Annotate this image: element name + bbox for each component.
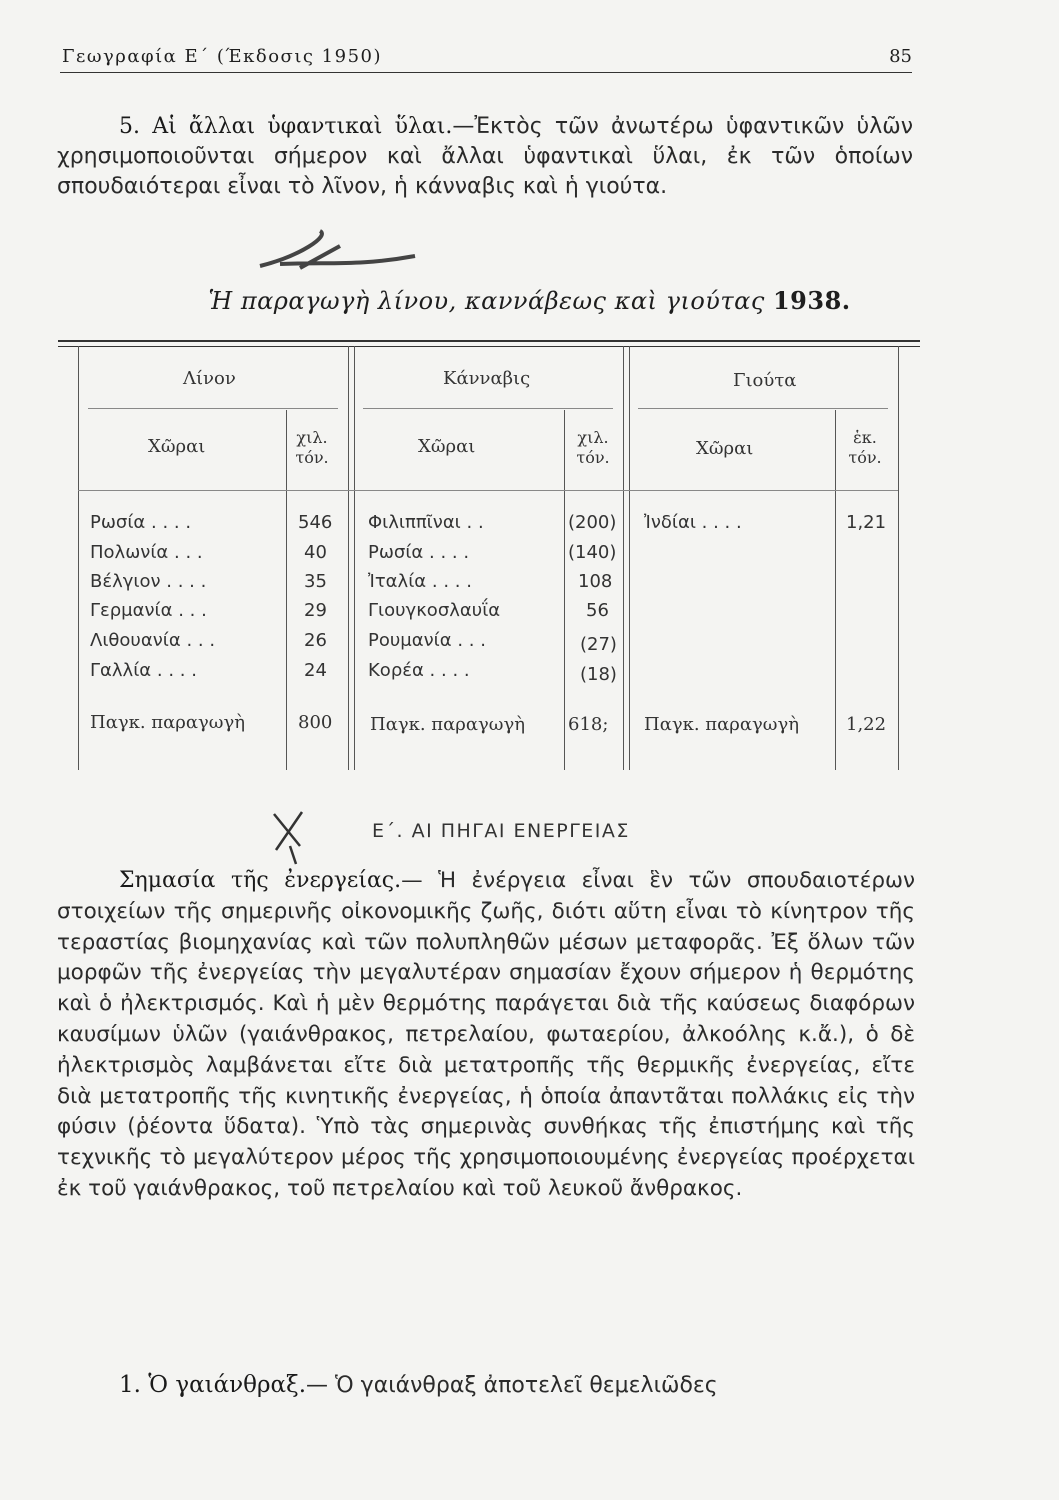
section-e-heading: Ε΄. ΑΙ ΠΗΓΑΙ ΕΝΕΡΓΕΙΑΣ	[372, 820, 630, 842]
col-unit-linen-2: τόν.	[295, 448, 329, 467]
coal-lead: 1. Ὁ γαιάνθραξ.	[119, 1372, 307, 1398]
col-unit-linen-1: χιλ.	[296, 428, 328, 447]
col-unit-hemp	[568, 428, 618, 468]
group-divider-1b	[354, 346, 355, 770]
coal-paragraph	[57, 1372, 915, 1398]
table-title	[0, 286, 1059, 315]
section-5-heading: 5. Αἱ ἄλλαι ὑφαντικαὶ ὕλαι.	[119, 114, 453, 139]
page-number: 85	[889, 46, 912, 67]
linen-row-value: 26	[304, 630, 327, 651]
group-rule-1	[88, 408, 338, 409]
hemp-row-country: Γιουγκοσλαυΐα	[368, 600, 501, 621]
energy-lead: Σημασία τῆς ἐνεργείας.	[119, 868, 402, 893]
coal-text: — Ὁ γαιάνθραξ ἀποτελεῖ θεμελιῶδες	[306, 1373, 718, 1398]
energy-text: — Ἡ ἐνέργεια εἶναι ἓν τῶν σπουδαιοτέρων στοιχείων τῆς σημερινῆς οἰκονομικῆς ζωῆς, διότι αὕτη εἶναι τὸ κίνητρον τῆς τεραστίας βιομηχανίας καὶ τῶν πολυπληθῶν μέσων μεταφορᾶς. Ἐξ ὅλων τῶν μορφῶν τῆς ἐνεργείας τὴν μεγαλυτέραν σημασίαν ἔχουν σήμερον ἡ θερμότης καὶ ὁ ἠλεκτρισμός. Καὶ ἡ μὲν θερμότης παράγεται διὰ τῆς καύσεως διαφόρων καυσίμων ὑλῶν (γαιάνθρακος, πετρελαίου, φωταερίου, ἀλκοόλης κ.ἄ.), ὁ δὲ ἠλεκτρισμὸς λαμβάνεται εἴτε διὰ μετατροπῆς τῆς θερμικῆς ἐνεργείας, εἴτε διὰ μετατροπῆς τῆς κινητικῆς ἐνεργείας, ἡ ὁποία ἀπαντᾶται πολλάκις εἰς τὴν φύσιν (ῥέοντα ὕδατα). Ὑπὸ τὰς σημερινὰς συνθήκας τῆς ἐπιστήμης καὶ τῆς τεχνικῆς τὸ μεγαλύτερον μέρος τῆς χρησιμοποιουμένης ἐνεργείας προέρχεται ἐκ τοῦ γαιάνθρακος, τοῦ πετρελαίου καὶ τοῦ λευκοῦ ἄνθρακος.	[57, 868, 916, 1201]
group-rule-3	[638, 408, 888, 409]
section-5-text: —Ἐκτὸς τῶν ἀνωτέρω ὑφαντικῶν ὑλῶν χρησιμοποιοῦνται σήμερον καὶ ἄλλαι ὑφαντικαὶ ὕλαι, ἐκ τῶν ὁποίων σπουδαιότεραι εἶναι τὸ λῖνον, ἡ κάνναβις καὶ ἡ γιούτα.	[57, 114, 913, 199]
hemp-row-country: Ἰταλία . . . .	[368, 571, 472, 592]
unit-divider-1	[286, 410, 287, 770]
linen-row-country: Λιθουανία . . .	[90, 630, 216, 651]
hemp-row-value: 56	[586, 600, 609, 621]
hemp-row-value: (200)	[568, 512, 617, 533]
group-divider-1	[348, 346, 349, 770]
hemp-row-country: Ρουμανία . . .	[368, 630, 486, 651]
linen-row-country: Γαλλία . . . .	[90, 660, 197, 681]
hemp-total-label: Παγκ. παραγωγὴ	[370, 714, 526, 735]
jute-row-value: 1,21	[846, 512, 887, 533]
hemp-row-country: Κορέα . . . .	[368, 660, 470, 681]
hemp-row-value: (27)	[580, 634, 617, 655]
col-countries-jute: Χῶραι	[696, 438, 754, 459]
linen-row-country: Βέλγιον . . . .	[90, 571, 207, 592]
hemp-row-country: Φιλιππῖναι . .	[368, 512, 484, 533]
linen-row-value: 29	[304, 600, 327, 621]
running-title: Γεωγραφία Ε΄ (Έκδοσις 1950)	[62, 46, 383, 67]
linen-row-country: Πολωνία . . .	[90, 542, 203, 563]
hemp-row-value: (18)	[580, 664, 617, 685]
pen-x-mark	[268, 806, 308, 866]
table-top-rule	[58, 340, 920, 342]
linen-row-country: Γερμανία . . .	[90, 600, 207, 621]
group-rule-2	[363, 408, 613, 409]
linen-row-value: 40	[304, 542, 327, 563]
hemp-row-value: 108	[578, 571, 613, 592]
unit-divider-2	[564, 410, 565, 770]
col-unit-hemp-2: τόν.	[576, 448, 610, 467]
jute-total-label: Παγκ. παραγωγὴ	[644, 714, 800, 735]
pen-scribble-mark	[240, 226, 420, 276]
group-header-jute: Γιούτα	[733, 370, 797, 391]
group-header-linen: Λίνον	[183, 368, 236, 389]
production-table	[78, 340, 898, 770]
table-title-year: 1938.	[772, 286, 851, 315]
hemp-row-country: Ρωσία . . . .	[368, 542, 470, 563]
col-unit-hemp-1: χιλ.	[577, 428, 609, 447]
group-divider-2b	[629, 346, 630, 770]
linen-row-value: 24	[304, 660, 327, 681]
linen-total-label: Παγκ. παραγωγὴ	[90, 712, 246, 733]
table-border-left	[78, 346, 79, 770]
col-countries-linen: Χῶραι	[148, 436, 206, 457]
col-unit-jute	[840, 428, 890, 468]
page-header	[60, 46, 912, 73]
section-5-paragraph	[57, 112, 913, 202]
col-unit-linen	[292, 428, 332, 468]
group-header-hemp: Κάνναβις	[443, 368, 531, 389]
table-top-rule-thin	[58, 346, 920, 347]
header-rule	[78, 490, 898, 491]
energy-paragraph	[57, 866, 915, 1205]
linen-row-value: 35	[304, 571, 327, 592]
linen-total-value: 800	[298, 712, 333, 733]
linen-row-country: Ρωσία . . . .	[90, 512, 192, 533]
jute-row-country: Ἰνδίαι . . . .	[644, 512, 742, 533]
hemp-row-value: (140)	[568, 542, 617, 563]
col-unit-jute-1: ἑκ.	[853, 428, 877, 447]
col-unit-jute-2: τόν.	[848, 448, 882, 467]
table-border-right	[898, 346, 899, 770]
group-divider-2	[623, 346, 624, 770]
jute-total-value: 1,22	[846, 714, 887, 735]
hemp-total-value: 618;	[568, 714, 609, 735]
table-title-text: Ἡ παραγωγὴ λίνου, καννάβεως καὶ γιούτας	[208, 287, 765, 315]
linen-row-value: 546	[298, 512, 333, 533]
col-countries-hemp: Χῶραι	[418, 436, 476, 457]
unit-divider-3	[835, 410, 836, 770]
